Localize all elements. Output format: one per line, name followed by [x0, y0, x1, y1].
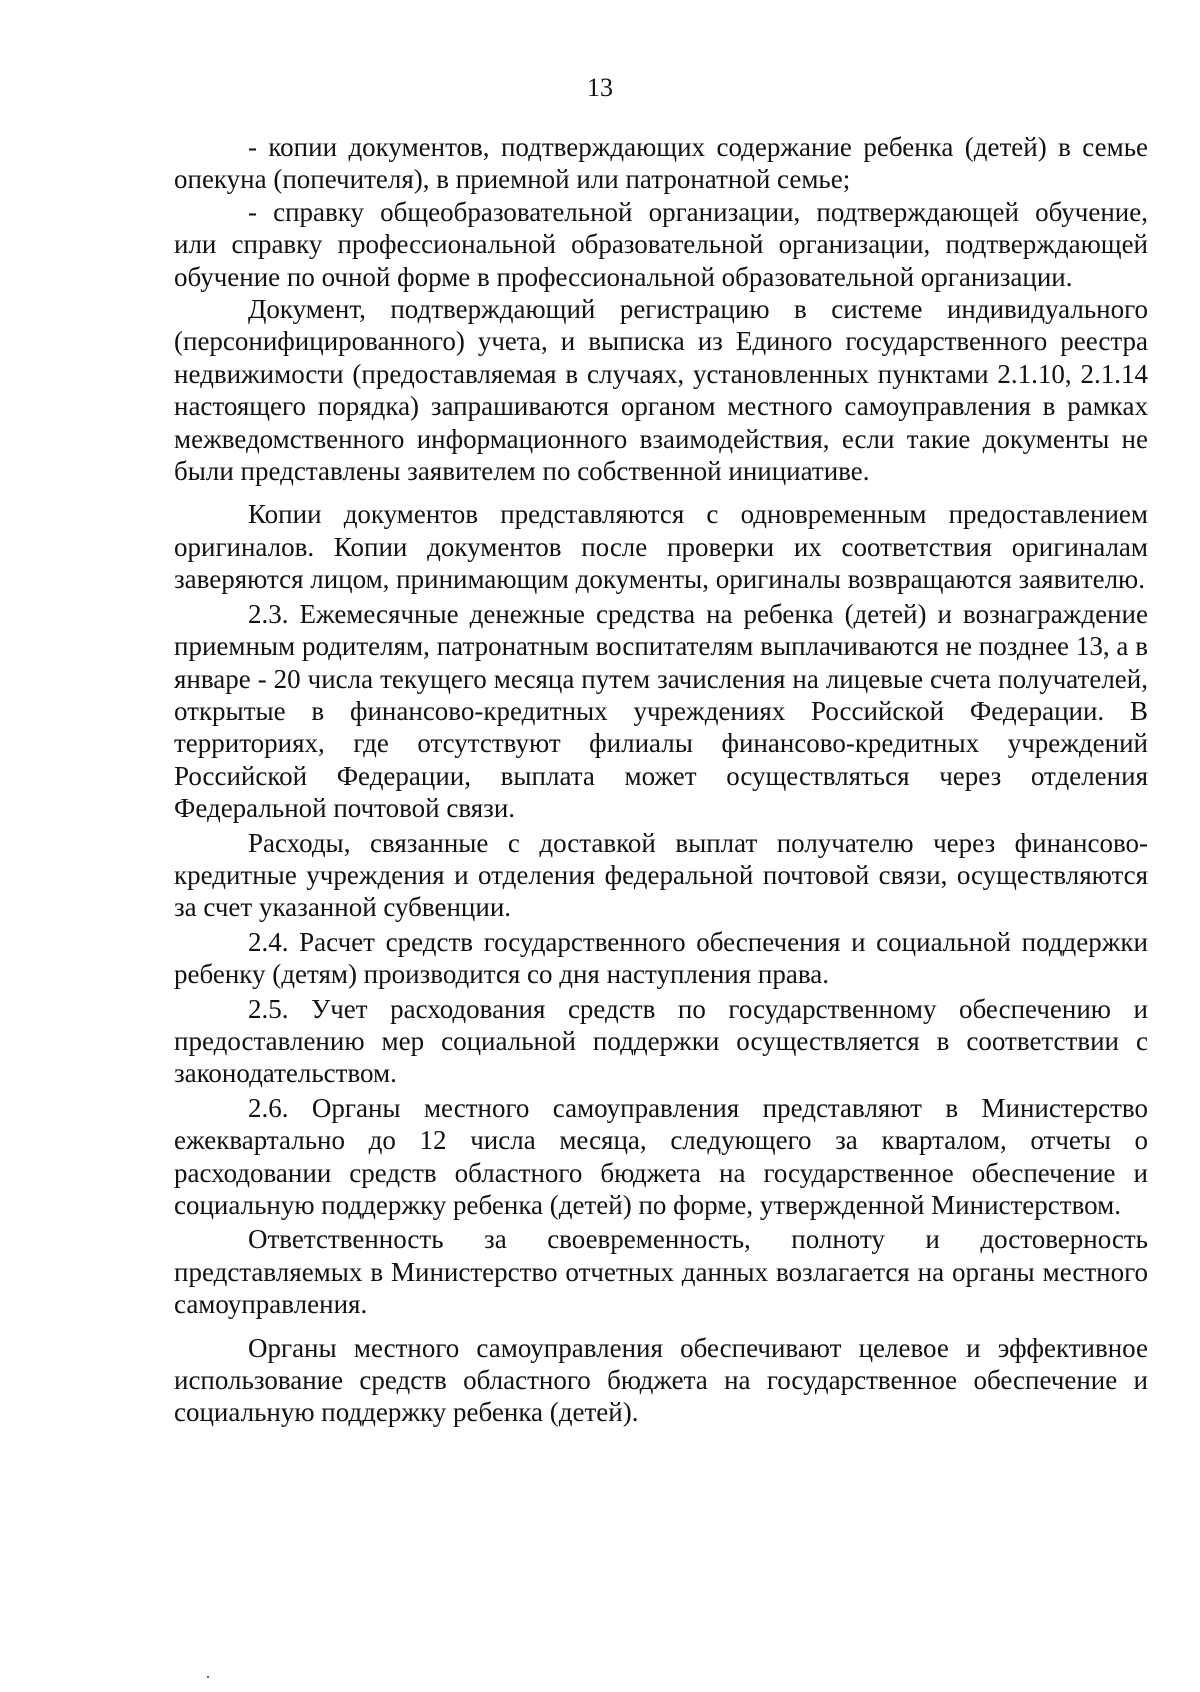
paragraph-delivery-expenses: Расходы, связанные с доставкой выплат получателю через финансово-кредитные учреждения и отделения федеральной почтовой связи, осуществляются за счет указанной субвенции.: [174, 827, 1148, 923]
paragraph-section-2-3: 2.3. Ежемесячные денежные средства на ребенка (детей) и вознаграждение приемным родителям, патронатным воспитателям выплачиваются не позднее 13, а в январе - 20 числа текущего месяца путем зачисления на лицевые счета получателей, открытые в финансово-кредитных учреждениях Российской Федерации. В территориях, где отсутствуют филиалы финансово-кредитных учреждений Российской Федерации, выплата может осуществляться через отделения Федеральной почтовой связи.: [174, 598, 1148, 824]
paragraph-section-2-5: 2.5. Учет расходования средств по государственному обеспечению и предоставлению мер социальной поддержки осуществляется в соответствии с законодательством.: [174, 993, 1148, 1089]
paragraph-registration-document: Документ, подтверждающий регистрацию в системе индивидуального (персонифицированного) учета, и выписка из Единого государственного реестра недвижимости (предоставляемая в случаях, установленных пунктами 2.1.10, 2.1.14 настоящего порядка) запрашиваются органом местного самоуправления в рамках межведомственного информационного взаимодействия, если такие документы не были представлены заявителем по собственной инициативе.: [174, 294, 1148, 487]
paragraph-copies-documents: - копии документов, подтверждающих содержание ребенка (детей) в семье опекуна (попечителя), в приемной или патронатной семье;: [174, 132, 1148, 195]
paragraph-copies-originals: Копии документов представляются с одновременным предоставлением оригиналов. Копии документов после проверки их соответствия оригиналам заверяются лицом, принимающим документы, оригиналы возвращаются заявителю.: [174, 499, 1148, 595]
paragraph-section-2-6: 2.6. Органы местного самоуправления представляют в Министерство ежеквартально до 12 числа месяца, следующего за кварталом, отчеты о расходовании средств областного бюджета на государственное обеспечение и социальную поддержку ребенка (детей) по форме, утвержденной Министерством.: [174, 1092, 1148, 1220]
paragraph-responsibility: Ответственность за своевременность, полноту и достоверность представляемых в Министерство отчетных данных возлагается на органы местного самоуправления.: [174, 1224, 1148, 1320]
paragraph-section-2-4: 2.4. Расчет средств государственного обеспечения и социальной поддержки ребенку (детям) производится со дня наступления права.: [174, 926, 1148, 990]
paragraph-targeted-use: Органы местного самоуправления обеспечивают целевое и эффективное использование средств областного бюджета на государственное обеспечение и социальную поддержку ребенка (детей).: [174, 1332, 1148, 1428]
document-body: [174, 131, 1148, 1429]
page-number: 13: [587, 73, 613, 102]
paragraph-school-certificate: - справку общеобразовательной организации, подтверждающей обучение, или справку профессиональной образовательной организации, подтверждающей обучение по очной форме в профессиональной образовательной организации.: [174, 196, 1148, 292]
scan-artifact-dot: [207, 1676, 209, 1678]
